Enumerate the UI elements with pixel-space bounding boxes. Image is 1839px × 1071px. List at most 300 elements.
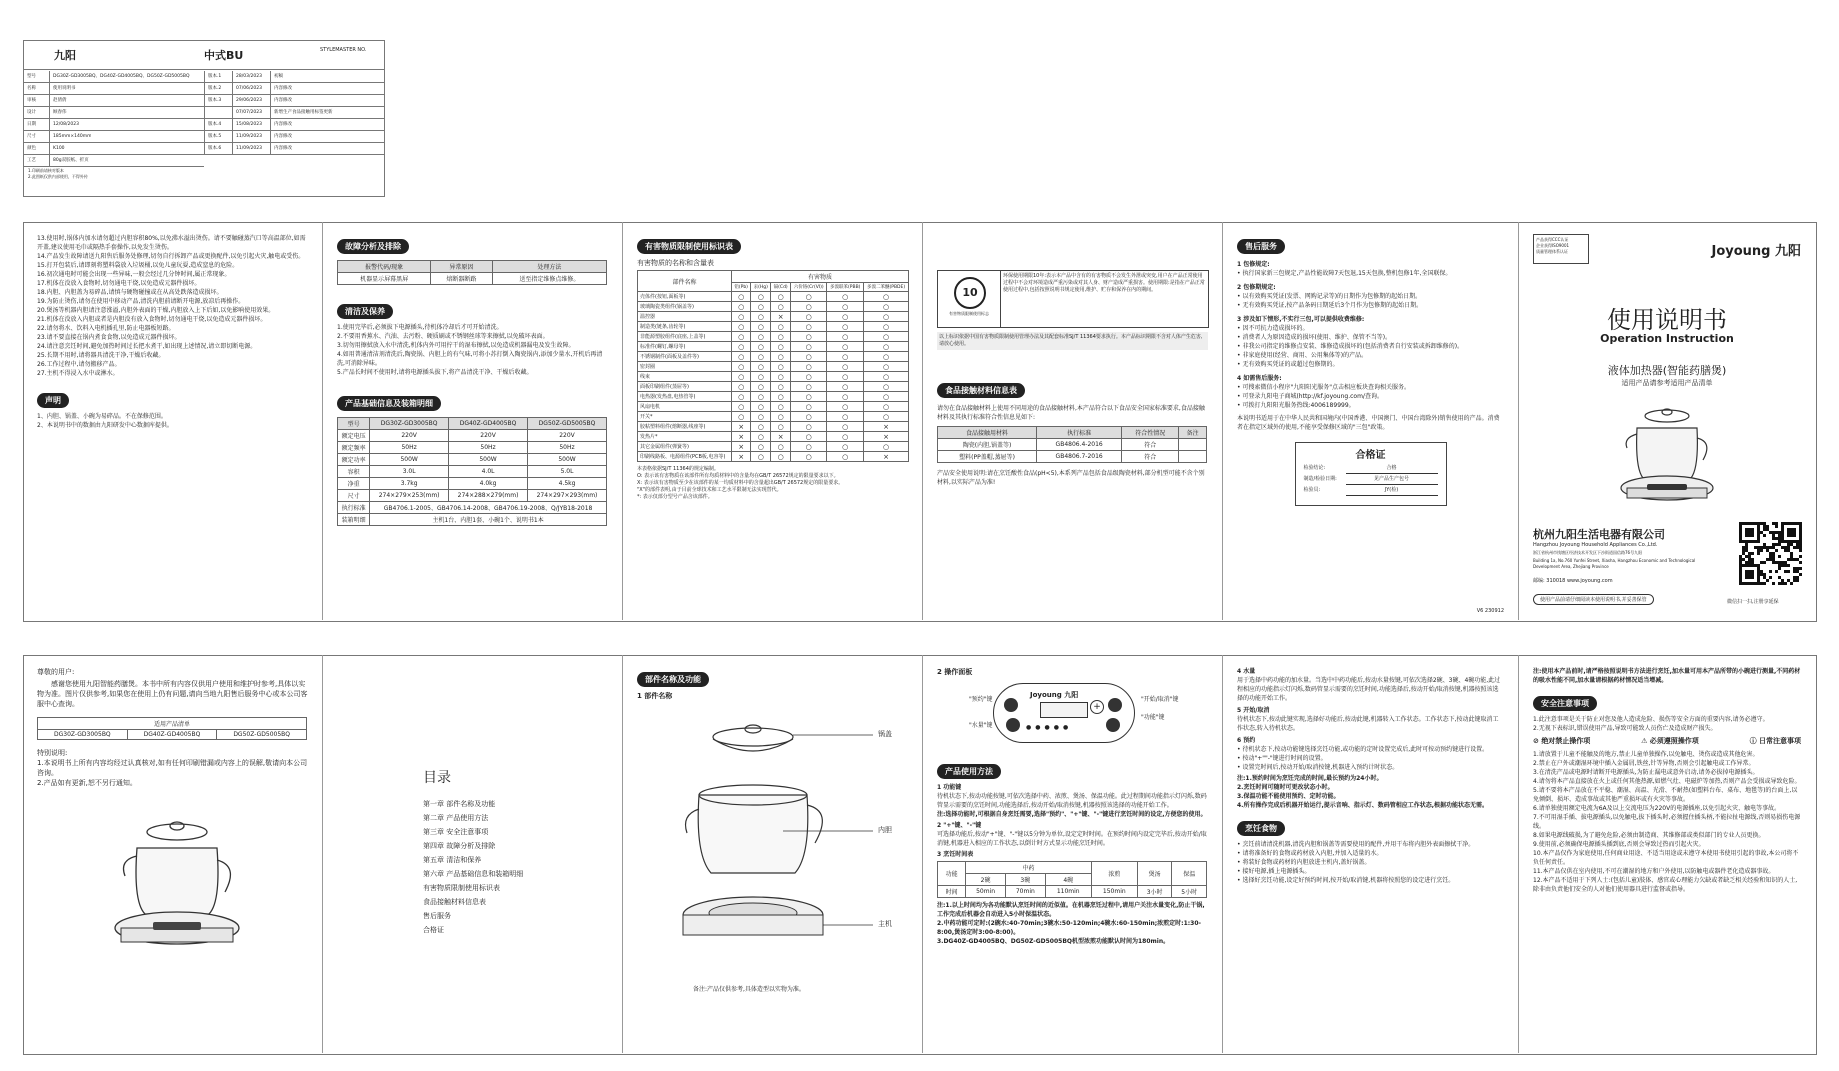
service-item: • 非我公司指定的维修点安装、维修造成损坏的(包括消费者自行安装或拆卸维修的)。 <box>1237 343 1464 350</box>
time-note: 3.DG40Z-GD4005BQ、DG50Z-GD5005BQ机型浓煎功能默认时间为180min。 <box>937 938 1170 945</box>
parts-note: 备注:产品仅供参考,具体造型以实物为准。 <box>693 986 805 993</box>
spec-key: 工艺 <box>24 155 50 166</box>
compliant-mark: ○ <box>791 452 827 462</box>
qr-module <box>1751 576 1754 579</box>
tip-item: 1.本说明书上所有内容均经过认真核对,如有任何印刷错漏或内容上的误解,敬请向本公司咨询。 <box>37 759 308 777</box>
exceed-mark: × <box>771 312 791 322</box>
qr-code <box>1739 522 1801 584</box>
fault-table <box>337 260 607 285</box>
spec-row <box>24 71 204 83</box>
cover-footer-text: 使用产品前请仔细阅读本使用说明书,并妥善保管 <box>1540 597 1647 603</box>
compliant-mark: ○ <box>827 312 864 322</box>
cook-item: • 将装好食物或药材的内胆放进主机内,盖好锅盖。 <box>1237 859 1371 866</box>
intro: 感谢您使用九阳智能药膳煲。本书中所有内容仅供用户使用和维护时参考,具体以实物为准。图片仅供参考,如果您在使用上仍有问题,请向当地九阳售后服务中心或本公司客服中心查询。 <box>37 680 308 708</box>
compliant-mark: ○ <box>791 342 827 352</box>
water-button[interactable] <box>1006 718 1020 732</box>
toc-title: 目录 <box>423 770 451 786</box>
param-row <box>338 454 607 466</box>
spec-row <box>24 107 204 119</box>
compliant-mark: ○ <box>791 402 827 412</box>
qr-module <box>1766 579 1769 582</box>
exceed-mark: × <box>731 422 750 432</box>
safety-rule: 9.使用前,必须确保电源插头插到底,否则会导致过热而引起火灾。 <box>1533 841 1705 848</box>
spec-version-row <box>205 71 385 83</box>
time-row <box>938 886 1207 898</box>
param-cell: 50Hz <box>370 442 449 454</box>
hazard-part: 壳体件(按钮,面板等) <box>638 292 732 302</box>
compliant-mark: ○ <box>864 292 909 302</box>
compliant-mark: ○ <box>791 362 827 372</box>
panel-b5 <box>1223 655 1519 1053</box>
param-cell: 220V <box>449 430 528 442</box>
hazard-row <box>638 382 909 392</box>
toc-item: 有害物质限制使用标识表 <box>423 884 500 892</box>
spec-version: 版本.6 <box>205 143 233 154</box>
model-cell: DG30Z-GD3005BQ <box>38 730 128 740</box>
spec-stamp: STYLEMASTER NO. <box>320 47 367 53</box>
cover-logo: Joyoung 九阳 <box>1711 244 1801 259</box>
hazard-part: 非能源塑胶组件(底座,上盖等) <box>638 332 732 342</box>
safety-intro-line: 1.此注意事项是关于防止对您及他人造成危险、损伤等安全方面的重要内容,请务必遵守。 <box>1533 716 1769 723</box>
legend <box>1533 736 1801 746</box>
time-cell: 150min <box>1091 886 1137 898</box>
company-en: Hangzhou Joyoung Household Appliances Co.,Ltd. <box>1533 542 1658 548</box>
param-cell: 500W <box>449 454 528 466</box>
spec-change: 初稿 <box>274 74 283 79</box>
param-cell: 220V <box>528 430 607 442</box>
param-row <box>338 514 607 526</box>
time-head-row <box>938 862 1207 874</box>
safety-rule: 6.请单独使用额定电流为6A及以上交流电压为220V的电源插座,以免引起火灾、触电等事故。 <box>1533 805 1781 812</box>
hazard-subtitle: 有害物质的名称和含量表 <box>637 259 714 267</box>
spec-version-row <box>205 83 385 95</box>
compliant-mark: ○ <box>864 352 909 362</box>
food-intro: 请勿在食品接触材料上使用不同用途的食品接触材料,本产品符合以下食品安全国家标准要求,食品接触材料及其执行标准符合性信息见如下: <box>937 405 1205 421</box>
param-cell: 主机1台、内胆1套、小碗1个、说明书1本 <box>370 514 607 526</box>
env-num: 10 <box>962 286 978 299</box>
param-row <box>338 430 607 442</box>
hazard-note: O: 表示该有害物质在该部件所有均质材料中的含量均在GB/T 26572规定的限量要求以下。 <box>637 473 839 479</box>
spec-row <box>24 155 204 167</box>
qr-module <box>1778 567 1781 570</box>
compliant-mark: ○ <box>771 332 791 342</box>
panel-p1 <box>23 222 323 620</box>
compliant-mark: ○ <box>771 352 791 362</box>
compliant-mark: ○ <box>827 362 864 372</box>
food-foot: 产品安全使用说明:请在烹饪酸性食品(pH<5),本系列产品包括食品级陶瓷材料,部分机型可能不含个别材料,以实际产品为准! <box>937 470 1205 486</box>
qr-module <box>1790 582 1793 585</box>
spec-bu: 中式BU <box>204 49 244 62</box>
hazard-row <box>638 302 909 312</box>
hazard-part: 线束 <box>638 372 732 382</box>
safety-intro-line: 2.无视下表标识,错误使用产品,导致可能致人员伤亡及造成财产损失。 <box>1533 725 1717 732</box>
hazard-row <box>638 312 909 322</box>
preset-button[interactable] <box>1004 698 1018 712</box>
panel-b6 <box>1519 655 1815 1053</box>
compliant-mark: ○ <box>731 392 750 402</box>
compliant-mark: ○ <box>751 372 771 382</box>
clean-item: 1.使用完毕后,必须拔下电源插头,待机体冷却后才可开始清洗。 <box>337 324 503 331</box>
hazard-part: 风扇电机 <box>638 402 732 412</box>
param-cell: 额定频率 <box>338 442 370 454</box>
spec-change: 内容修改 <box>274 146 292 151</box>
spec-value: DG30Z-GD3005BQ、DG40Z-GD4005BQ、DG50Z-GD5005BQ <box>53 74 190 79</box>
param-table <box>337 417 607 526</box>
param-row <box>338 502 607 514</box>
param-row <box>338 490 607 502</box>
compliant-mark: ○ <box>791 382 827 392</box>
compliant-mark: ○ <box>731 382 750 392</box>
compliant-mark: ○ <box>751 442 771 452</box>
spec-change: 内容修改 <box>274 134 292 139</box>
hazard-row <box>638 332 909 342</box>
control-panel <box>993 683 1135 743</box>
hazard-part: 制造类(链条,齿轮等) <box>638 322 732 332</box>
safety-item: 21.机体在没放入内胆或者是内胆没有放入食物时,切勿通电干烧,以免造成元器件损坏。 <box>37 316 267 323</box>
spec-date: 11/09/2023 <box>233 143 271 154</box>
time-cell: 5小时 <box>1172 886 1207 898</box>
legend-must: 必须遵照操作项 <box>1649 737 1699 745</box>
panel-brand: Joyoung 九阳 <box>1030 691 1079 699</box>
exceed-mark: × <box>864 452 909 462</box>
compliant-mark: ○ <box>791 372 827 382</box>
safety-rule: 5.请不要将本产品放在不平稳、潮湿、高温、光滑、不耐热(如塑料台布、桌布、地毯等)的台面上,以免倾倒、损坏、造成事故或其他严重损坏或有火灾等事故。 <box>1533 787 1798 803</box>
compliant-mark: ○ <box>864 412 909 422</box>
qr-module <box>1787 564 1790 567</box>
food-head-cell: 备注 <box>1179 427 1207 439</box>
food-cell: 塑料(PP盖帽,蒸屉等) <box>938 451 1037 463</box>
hazard-head-cell: 镉(Cd) <box>771 283 791 292</box>
spec-date: 15/08/2023 <box>233 119 271 130</box>
hazard-part: 温控器 <box>638 312 732 322</box>
compliant-mark: ○ <box>771 452 791 462</box>
company-address-en: Building 1a, No.760 Yunfei Street, Xiasha, Hangzhou Economic and Technological Development Area, Zhejiang Province <box>1533 558 1696 569</box>
food-head-cell: 执行标准 <box>1037 427 1122 439</box>
time-head-cell: 浓煎 <box>1091 862 1137 886</box>
spec-row <box>24 83 204 95</box>
spec-version: 版本.1 <box>205 71 233 82</box>
s6-note: 2.烹饪时间可随时可更改状态小时。 <box>1237 784 1334 791</box>
spec-value: K100 <box>53 146 65 151</box>
compliant-mark: ○ <box>864 392 909 402</box>
spec-value: 使用说明书 <box>53 86 76 91</box>
compliant-mark: ○ <box>731 332 750 342</box>
safety-rule: 3.在清洗产品或电源时请断开电源插头,为防止漏电或意外启动,请务必拔掉电源插头。 <box>1533 769 1759 776</box>
compliant-mark: ○ <box>751 392 771 402</box>
spec-change: 内容修改 <box>274 122 292 127</box>
safety-title: 安全注意事项 <box>1533 696 1597 711</box>
time-head-cell: 煲汤 <box>1137 862 1172 886</box>
badge-line: 产品获得CCC认证 <box>1536 237 1569 242</box>
hazard-title: 有害物质限制使用标识表 <box>637 239 741 254</box>
hazard-part: 印刷线路板、电源组件(PCB板,电容等) <box>638 452 732 462</box>
cooker-illustration <box>97 810 257 960</box>
hazard-row <box>638 342 909 352</box>
hazard-note: X: 表示该有害物质至少在该部件的某一均质材料中的含量超出GB/T 26572规定的限量要求。 <box>637 480 844 486</box>
compliant-mark: ○ <box>731 402 750 412</box>
food-cell: 陶瓷(内胆,锅盖等) <box>938 439 1037 451</box>
compliant-mark: ○ <box>751 362 771 372</box>
clean-item: 4.如用普通清洁剂清洗后,陶瓷锅、内胆上的有气味,可将小苏打倒入陶瓷锅内,添加少量水,开机后再清洗,可消除异味。 <box>337 351 603 367</box>
spec-row <box>24 95 204 107</box>
food-head-cell: 符合性情况 <box>1122 427 1179 439</box>
safety-rule: 2.禁止在户外或潮湿环境中插入金属屑,铁丝,针等异物,否则会引起触电或工作异常。 <box>1533 760 1755 767</box>
param-cell: 500W <box>370 454 449 466</box>
compliant-mark: ○ <box>771 372 791 382</box>
clean-item: 5.产品长时间不使用时,请将电源插头拔下,将产品清洗干净、干燥后收藏。 <box>337 369 533 376</box>
spec-date: 07/06/2023 <box>233 83 271 94</box>
spec-left-table <box>24 71 204 167</box>
legend-prohibit: 绝对禁止操作项 <box>1541 737 1591 745</box>
safety-rule: 10.本产品仅作为家庭使用,任何商业用途、不适当用途或未遵守本使用书使用引起的事故,本公司将不负任何责任。 <box>1533 850 1799 866</box>
compliant-mark: ○ <box>731 292 750 302</box>
env-text: 环保使用期限10年:表示本产品中含有的有害物质不会发生外泄或突变,用户在产品正常使用过程中不会对环境造成严重污染或对其人身、财产造成严重损害。使用期限:是指在产品正常使用过程中,包括按照说明书规定使用,维护、贮存和保养在内的期间。 <box>1000 271 1208 327</box>
time-sub-cell: 2碗 <box>966 874 1006 886</box>
hazard-part: 开关* <box>638 412 732 422</box>
toc-list <box>423 797 523 937</box>
service-body <box>1237 260 1504 410</box>
compliant-mark: ○ <box>827 352 864 362</box>
env-box <box>937 270 1209 328</box>
parts-exploded-diagram <box>673 715 903 965</box>
safety-rule: 8.如果电源线破损,为了避免危险,必须由制造商、其维修部或类似部门的专业人员更换。 <box>1533 832 1765 839</box>
service-title: 售后服务 <box>1237 239 1285 254</box>
s1-text: 待机状态下,按动功能按键,可依次选择中药、浓煎、煲汤、保温功能。此过程期间功能指示灯闪烁,数码管显示需要的烹饪时间,功能选择后,按动开始/取消按键,机器按照该选择的功能开始工作。 <box>937 793 1207 809</box>
tip-item: 2.产品如有更新,恕不另行通知。 <box>37 779 137 787</box>
toc-item: 食品接触材料信息表 <box>423 898 486 906</box>
compliant-mark: ○ <box>864 322 909 332</box>
food-head-row <box>938 427 1207 439</box>
food-cell: 符合 <box>1122 439 1179 451</box>
time-cell: 3小时 <box>1137 886 1172 898</box>
hazard-part: 电热器(发热盘,电热管等) <box>638 392 732 402</box>
compliant-mark: ○ <box>751 322 771 332</box>
compliant-mark: ○ <box>771 292 791 302</box>
param-title: 产品基础信息及装箱明细 <box>337 396 441 411</box>
clean-title: 清洁及保养 <box>337 304 393 319</box>
compliant-mark: ○ <box>731 342 750 352</box>
spec-date: 07/07/2023 <box>233 107 271 118</box>
food-cell <box>1179 451 1207 463</box>
hazard-part: 标准件(螺钉,螺母等) <box>638 342 732 352</box>
cook-list <box>1237 840 1504 885</box>
spec-row <box>24 143 204 155</box>
compliant-mark: ○ <box>827 342 864 352</box>
qr-module <box>1775 525 1778 528</box>
qr-module <box>1799 561 1802 564</box>
food-row <box>938 439 1207 451</box>
badge-line: 质量管理体系认证 <box>1536 249 1568 254</box>
param-cell: 容积 <box>338 466 370 478</box>
safety-items <box>1533 750 1801 894</box>
s6-item: • 按动"+""-"键进行时间的设置。 <box>1237 755 1327 762</box>
spec-change: 内容修改 <box>274 98 292 103</box>
param-head-row <box>338 418 607 430</box>
param-cell: 274×297×293(mm) <box>528 490 607 502</box>
info-icon: ⓘ <box>1749 737 1757 745</box>
exceed-mark: × <box>771 432 791 442</box>
cover-title-en: Operation Instruction <box>1600 332 1734 345</box>
s6-note: 注:1.预约时间为烹饪完成的时间,最长预约为24小时。 <box>1237 775 1383 782</box>
spec-key: 尺寸 <box>24 131 50 142</box>
panel-sub: 2 操作面板 <box>937 668 973 676</box>
cert-value: JY(检) <box>1346 485 1438 496</box>
hazard-row <box>638 412 909 422</box>
compliant-mark: ○ <box>791 412 827 422</box>
param-cell: 50Hz <box>449 442 528 454</box>
hazard-notes <box>637 466 908 501</box>
safety-item: 20.煲汤等机器内胆请注意涨溢,内胆外表面的干燥,内胆放入上下后如,以免影响使用效果。 <box>37 307 275 314</box>
param-cell: 274×279×253(mm) <box>370 490 449 502</box>
compliant-mark: ○ <box>827 422 864 432</box>
service-item: • 可拨打九阳阳光服务热线:4006189999。 <box>1237 402 1355 409</box>
qr-module <box>1796 579 1799 582</box>
s2-text: 可选择功能后,按动"+"键、"-"键以5分钟为单位,设定定时时间。在预约时间内设定完毕后,按动开始/取消键,机器进入相应的工作状态,以倒计时方式显示功能烹饪时间。 <box>937 831 1207 847</box>
param-row <box>338 466 607 478</box>
cook-title: 烹饪食物 <box>1237 821 1285 836</box>
service-section-title: 3 涉及如下情形,不实行三包,可以提供收费维修: <box>1237 316 1365 323</box>
s6-item: • 待机状态下,按动功能键选择烹饪功能,或功能的定时设置完成后,此时可按动预约键进行设置。 <box>1237 746 1489 753</box>
compliant-mark: ○ <box>827 432 864 442</box>
s2-title: 2 "+"键、"-"键 <box>937 822 982 829</box>
compliant-mark: ○ <box>791 442 827 452</box>
company-address: 浙江省杭州市钱塘区经济技术开发区下沙街道国信路76号九阳 <box>1533 550 1643 555</box>
service-item: • 非家庭使用(经营、商用、公用集体等)的产品。 <box>1237 352 1368 359</box>
param-cell: 额定电压 <box>338 430 370 442</box>
spec-date: 11/09/2023 <box>233 131 271 142</box>
param-cell: 5.0L <box>528 466 607 478</box>
hazard-row <box>638 292 909 302</box>
compliant-mark: ○ <box>791 432 827 442</box>
fault-title: 故障分析及排除 <box>337 239 409 254</box>
toc-item: 售后服务 <box>423 912 451 920</box>
cook-item: • 请将准备好的食物或药材放入内胆,并加入适量的水。 <box>1237 850 1383 857</box>
compliant-mark: ○ <box>771 302 791 312</box>
compliant-mark: ○ <box>751 302 771 312</box>
qr-module <box>1769 570 1772 573</box>
clean-item: 2.不要用香蕉水、汽油、去污粉、硬质刷或不锈钢丝球等来擦拭,以免破坏表面。 <box>337 333 549 340</box>
compliant-mark: ○ <box>751 452 771 462</box>
declare-list <box>37 412 308 430</box>
food-row <box>938 451 1207 463</box>
compliant-mark: ○ <box>864 362 909 372</box>
start-cancel-button[interactable] <box>1108 698 1122 712</box>
safety-item: 13.使用时,锅体内加水请勿超过内胆容积80%,以免沸水溢出烫伤。请不要触碰蒸汽口等高温部位,如需开盖,建议使用毛巾或隔热手套操作,以免发生烫伤。 <box>37 235 306 251</box>
param-head-cell: 型号 <box>338 418 370 430</box>
compliant-mark: ○ <box>751 312 771 322</box>
label-pot: 内胆 <box>878 826 892 834</box>
hazard-part: 玻璃陶瓷类组件(锅盖等) <box>638 302 732 312</box>
function-button[interactable] <box>1106 718 1120 732</box>
compliant-mark: ○ <box>731 312 750 322</box>
safety-item: 26.工作过程中,请勿搬移产品。 <box>37 361 121 368</box>
exceed-mark: × <box>731 442 750 452</box>
service-section-title: 4 如需售后服务: <box>1237 375 1282 382</box>
compliant-mark: ○ <box>827 442 864 452</box>
hazard-head-cell: 铅(Pb) <box>731 283 750 292</box>
qr-module <box>1799 549 1802 552</box>
compliant-mark: ○ <box>827 402 864 412</box>
compliant-mark: ○ <box>771 392 791 402</box>
s6-note: 3.保温功能不能使用预约、定时功能。 <box>1237 793 1340 800</box>
service-item: • 执行国家新三包规定,产品性能故障7天包退,15天包换,整机包修1年,全国联保。 <box>1237 270 1452 277</box>
display-screen <box>1040 702 1088 718</box>
toc-item: 第二章 产品使用方法 <box>423 814 489 822</box>
spec-version: 版本.3 <box>205 95 233 106</box>
param-cell: 274×288×279(mm) <box>449 490 528 502</box>
param-cell: 3.0L <box>370 466 449 478</box>
spec-key: 日期 <box>24 119 50 130</box>
hazard-row <box>638 432 909 442</box>
service-item: • 无有效购买凭证,按产品条码日期延后3个月作为包修期的起始日期。 <box>1237 302 1423 309</box>
compliant-mark: ○ <box>731 412 750 422</box>
safety-item: 23.请不要直接在锅内煮食食物,以免造成元器件损坏。 <box>37 334 181 341</box>
time-sub-cell: 3碗 <box>1005 874 1045 886</box>
compliant-mark: ○ <box>751 402 771 412</box>
model-cell: DG50Z-GD5005BQ <box>217 730 307 740</box>
compliant-mark: ○ <box>771 382 791 392</box>
spec-brand: 九阳 <box>54 49 76 62</box>
model-list-title: 适用产品清单 <box>38 718 307 730</box>
compliant-mark: ○ <box>864 342 909 352</box>
fault-head-cell: 异常原因 <box>431 261 493 273</box>
qr-module <box>1784 582 1787 585</box>
service-item: • 无有效购买凭证的或超过包修期的。 <box>1237 361 1339 368</box>
spec-version-row <box>205 95 385 107</box>
qr-module <box>1757 552 1760 555</box>
compliant-mark: ○ <box>771 342 791 352</box>
declare-item: 2、本说明书中的数据由九阳研发中心数据库提供。 <box>37 422 173 429</box>
safety-rule: 4.请勿将本产品直接放在火上或任何其他热源,如燃气灶、电磁炉等加热,否则产品会受损或导致危险。 <box>1533 778 1801 785</box>
warning-icon: ⚠ <box>1641 737 1648 745</box>
compliant-mark: ○ <box>791 322 827 332</box>
service-region: 本说明书适用于在中华人民共和国境内(中国香港、中国澳门、中国台湾除外)销售使用的产品。消费者在指定区域外的使用,不能享受保修区域的"三包"政策。 <box>1237 415 1500 431</box>
compliant-mark: ○ <box>731 322 750 332</box>
cert-badge <box>1533 234 1589 264</box>
toc-item: 第一章 部件名称及功能 <box>423 800 496 808</box>
plus-button[interactable]: + <box>1090 700 1104 714</box>
hazard-head-cell: 汞(Hg) <box>751 283 771 292</box>
param-cell: 执行标准 <box>338 502 370 514</box>
compliant-mark: ○ <box>751 432 771 442</box>
compliant-mark: ○ <box>864 442 909 452</box>
company-contact: 邮编: 310018 www.joyoung.com <box>1533 578 1613 584</box>
fault-row <box>338 273 607 285</box>
param-row <box>338 442 607 454</box>
time-cell: 110min <box>1045 886 1091 898</box>
compliant-mark: ○ <box>751 422 771 432</box>
qr-module <box>1793 534 1796 537</box>
panel-b2 <box>323 655 623 1053</box>
spec-key: 颜色 <box>24 143 50 154</box>
hazard-part: 密封圈 <box>638 362 732 372</box>
fault-head-row <box>338 261 607 273</box>
env-caption: 有害物质限制使用标志 <box>949 311 989 316</box>
cover-footer <box>1533 594 1654 605</box>
s6-list <box>1237 745 1504 772</box>
param-cell: 4.5kg <box>528 478 607 490</box>
param-cell: 净重 <box>338 478 370 490</box>
safety-item: 19.为防止烫伤,请勿在使用中移动产品,清洗内胆前请断开电源,放凉后再操作。 <box>37 298 245 305</box>
exceed-mark: × <box>731 432 750 442</box>
spec-version-row <box>205 131 385 143</box>
spec-date: 28/03/2023 <box>233 71 271 82</box>
hazard-row <box>638 402 909 412</box>
qr-caption: 微信扫一扫,注册享延保 <box>1727 599 1779 605</box>
spec-value: 赵倩倩 <box>53 98 67 103</box>
company-cn: 杭州九阳生活电器有限公司 <box>1533 528 1665 541</box>
compliant-mark: ○ <box>864 372 909 382</box>
